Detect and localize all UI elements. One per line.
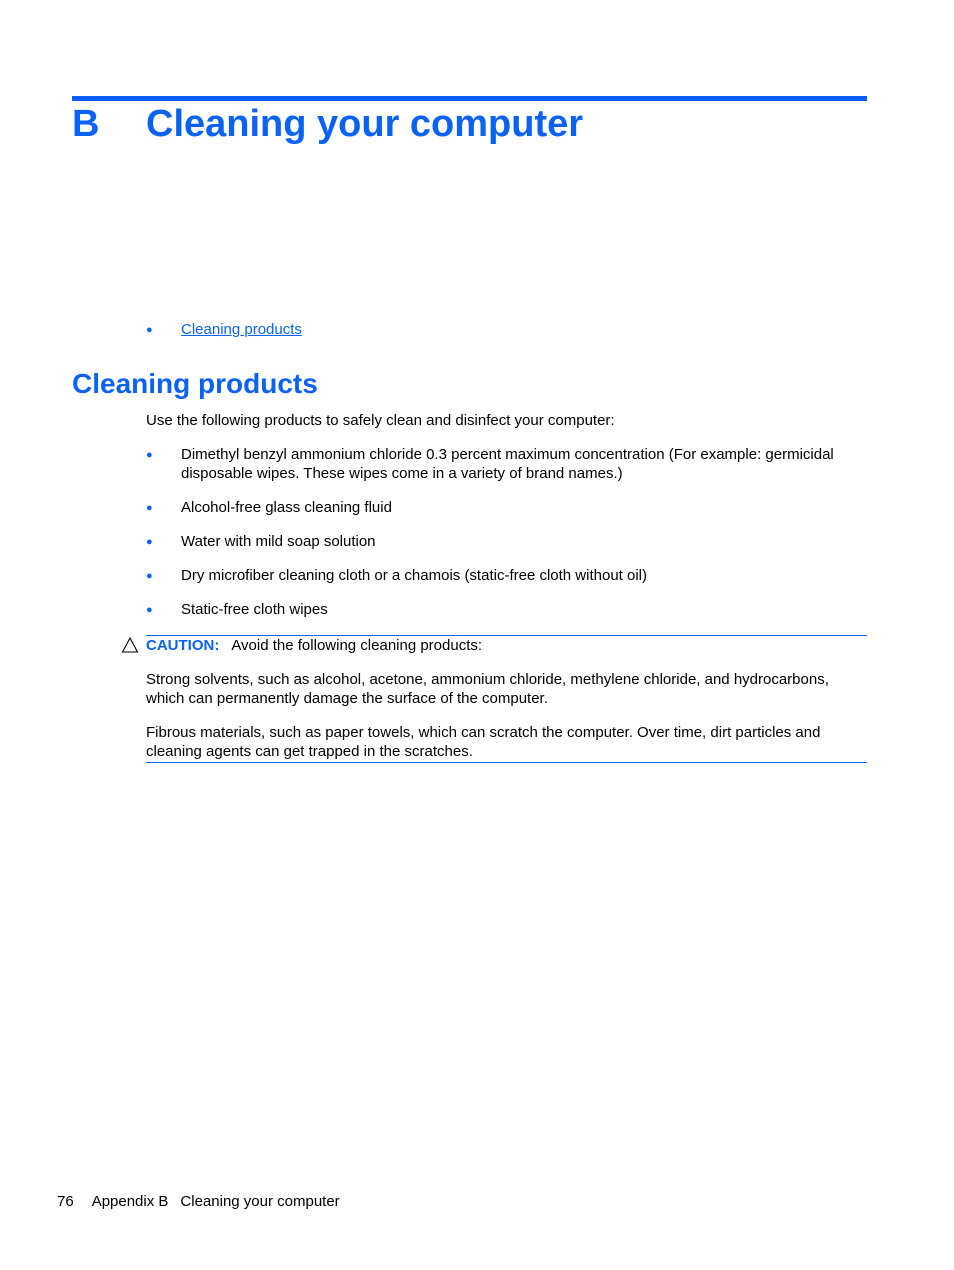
chapter-title: Cleaning your computer xyxy=(146,103,584,145)
footer-title: Cleaning your computer xyxy=(180,1193,340,1210)
list-item-text: Water with mild soap solution xyxy=(181,533,376,550)
bullet-icon: ● xyxy=(146,536,153,548)
bullet-icon: ● xyxy=(146,570,153,582)
page-number: 76 xyxy=(57,1193,74,1210)
bullet-icon: ● xyxy=(146,604,153,616)
bullet-icon: ● xyxy=(146,502,153,514)
list-item-text: Static-free cloth wipes xyxy=(181,601,328,618)
list-item xyxy=(146,566,866,585)
chapter-toc xyxy=(146,320,302,340)
list-item xyxy=(146,600,866,619)
section-title: Cleaning products xyxy=(72,368,318,399)
list-item xyxy=(146,532,866,551)
products-list xyxy=(146,445,866,634)
page-footer xyxy=(57,1192,340,1211)
toc-link-cleaning-products[interactable]: Cleaning products xyxy=(181,321,302,338)
warning-triangle-icon xyxy=(121,636,139,654)
caution-lead: Avoid the following cleaning products: xyxy=(231,637,483,654)
list-item xyxy=(146,445,866,483)
chapter-letter: B xyxy=(72,103,100,145)
section-intro: Use the following products to safely clean and disinfect your computer: xyxy=(146,412,615,429)
toc-item xyxy=(146,320,302,340)
list-item xyxy=(146,498,866,517)
caution-label: CAUTION: xyxy=(146,637,220,654)
caution-box xyxy=(146,635,867,763)
bullet-icon: ● xyxy=(146,449,153,461)
list-item-text: Dimethyl benzyl ammonium chloride 0.3 percent maximum concentration (For example: germicidal disposable wipes. These wipes come in a variety of brand names.) xyxy=(181,446,834,482)
footer-appendix: Appendix B xyxy=(91,1193,169,1210)
caution-heading xyxy=(146,636,867,655)
list-item-text: Dry microfiber cleaning cloth or a chamois (static-free cloth without oil) xyxy=(181,567,648,584)
list-item-text: Alcohol-free glass cleaning fluid xyxy=(181,499,392,516)
caution-paragraph: Strong solvents, such as alcohol, acetone, ammonium chloride, methylene chloride, and hydrocarbons, which can permanently damage the surface of the computer. xyxy=(146,671,829,707)
bullet-icon: ● xyxy=(146,324,153,336)
caution-paragraph: Fibrous materials, such as paper towels, which can scratch the computer. Over time, dirt particles and cleaning agents can get trapped in the scratches. xyxy=(146,724,821,760)
